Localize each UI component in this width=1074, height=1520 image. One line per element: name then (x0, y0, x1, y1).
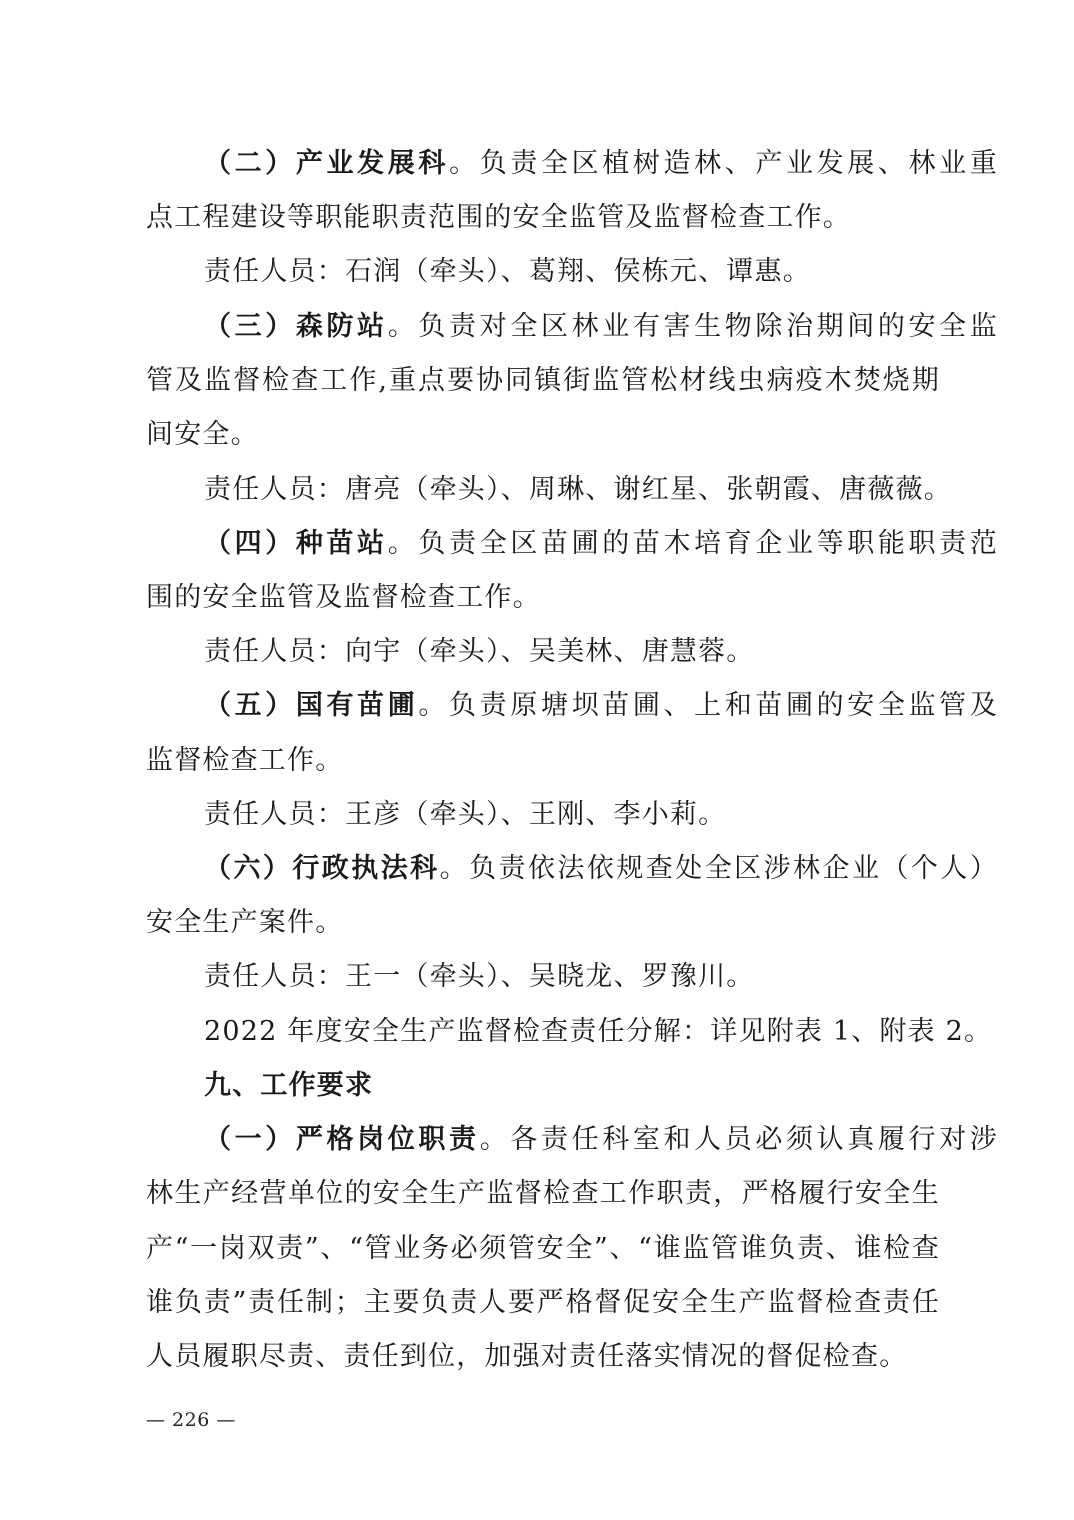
section-2-body: 。负责全区植树造林、产业发展、林业重 (449, 148, 998, 179)
section-3-line-3: 间安全。 (146, 419, 259, 450)
section-9-1-line-2: 林生产经营单位的安全生产监督检查工作职责，严格履行安全生 (146, 1178, 940, 1209)
section-2-heading: （二）产业发展科 (204, 148, 450, 179)
section-5-line-2: 监督检查工作。 (146, 745, 344, 776)
section-9-1-line-3: 产“一岗双责”、“管业务必须管安全”、“谁监管谁负责、谁检查 (146, 1233, 940, 1264)
section-5-line-1 (204, 688, 998, 724)
section-2-line-2: 点工程建设等职能职责范围的安全监管及监督检查工作。 (146, 202, 851, 233)
section-9-1-body: 。各责任科室和人员必须认真履行对涉 (479, 1124, 998, 1155)
responsibility-decomposition: 2022 年度安全生产监督检查责任分解：详见附表 1、附表 2。 (204, 1016, 993, 1047)
section-6-line-2: 安全生产案件。 (146, 907, 344, 938)
section-9-title: 九、工作要求 (204, 1070, 374, 1101)
section-6-staff: 责任人员：王一（牵头）、吴晓龙、罗豫川。 (204, 961, 755, 992)
section-3-line-1 (204, 309, 998, 345)
section-9-1-line-4: 谁负责”责任制；主要负责人要严格督促安全生产监督检查责任 (146, 1287, 940, 1318)
section-3-line-2: 管及监督检查工作,重点要协同镇街监管松材线虫病疫木焚烧期 (146, 365, 940, 396)
section-4-heading: （四）种苗站 (204, 528, 388, 559)
section-2-line-1 (204, 146, 998, 182)
section-3-staff: 责任人员：唐亮（牵头）、周琳、谢红星、张朝霞、唐薇薇。 (204, 474, 952, 505)
page-number: — 226 — (146, 1409, 236, 1431)
section-4-line-1 (204, 526, 998, 562)
section-4-line-2: 围的安全监管及监督检查工作。 (146, 582, 541, 613)
section-5-body: 。负责原塘坝苗圃、上和苗圃的安全监管及 (418, 690, 998, 721)
section-9-1-heading: （一）严格岗位职责 (204, 1124, 480, 1155)
section-5-staff: 责任人员：王彦（牵头）、王刚、李小莉。 (204, 799, 727, 830)
section-6-heading: （六）行政执法科 (204, 853, 440, 884)
section-3-body: 。负责对全区林业有害生物除治期间的安全监 (387, 311, 999, 342)
section-6-line-1 (204, 851, 998, 887)
section-9-1-line-5: 人员履职尽责、责任到位，加强对责任落实情况的督促检查。 (146, 1341, 908, 1372)
section-4-body: 。负责全区苗圃的苗木培育企业等职能职责范 (387, 528, 999, 559)
section-3-heading: （三）森防站 (204, 311, 388, 342)
section-5-heading: （五）国有苗圃 (204, 690, 419, 721)
section-2-staff: 责任人员：石润（牵头）、葛翔、侯栋元、谭惠。 (204, 256, 811, 287)
section-4-staff: 责任人员：向宇（牵头）、吴美林、唐慧蓉。 (204, 636, 755, 667)
section-9-1-line-1 (204, 1122, 998, 1158)
section-6-body: 。负责依法依规查处全区涉林企业（个人） (439, 853, 998, 884)
